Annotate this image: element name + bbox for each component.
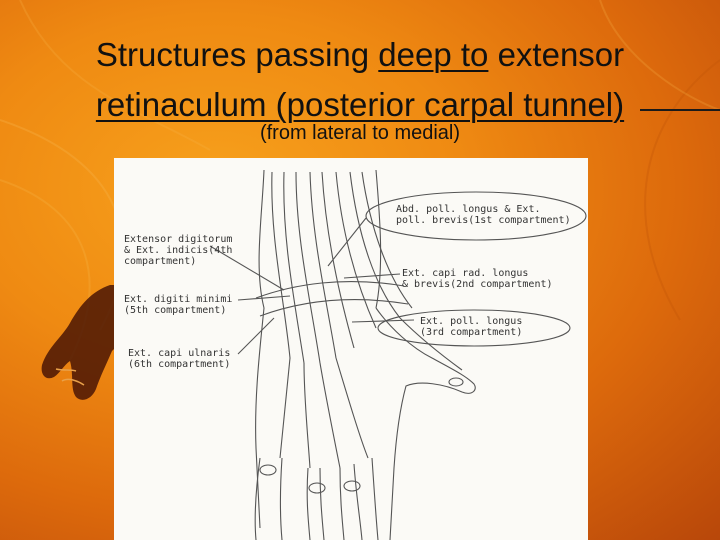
label-ext-digiti-minimi: Ext. digiti minimi (5th compartment) bbox=[124, 294, 233, 316]
title-line-1 bbox=[0, 30, 720, 80]
label-abd-poll-longus: Abd. poll. longus & Ext. poll. brevis(1st compartment) bbox=[396, 204, 571, 226]
label-ext-carpi-rad: Ext. capi rad. longus & brevis(2nd compartment) bbox=[402, 268, 553, 290]
title-underlined-text: deep to bbox=[378, 36, 489, 73]
slide-subtitle: (from lateral to medial) bbox=[259, 122, 461, 144]
title-line-2: retinaculum (posterior carpal tunnel) bbox=[95, 86, 625, 123]
label-ext-poll-longus: Ext. poll. longus (3rd compartment) bbox=[420, 316, 523, 338]
slide-title bbox=[0, 30, 720, 130]
decorative-hand-icon bbox=[40, 285, 118, 405]
label-extensor-digitorum: Extensor digitorum & Ext. indicis(4th compartment) bbox=[124, 234, 233, 267]
title-text-1: Structures passing bbox=[95, 36, 379, 73]
title-text-2: extensor bbox=[488, 36, 625, 73]
anatomy-figure bbox=[114, 158, 588, 540]
title-rule bbox=[640, 109, 720, 111]
label-ext-carpi-ulnaris: Ext. capi ulnaris (6th compartment) bbox=[128, 348, 231, 370]
